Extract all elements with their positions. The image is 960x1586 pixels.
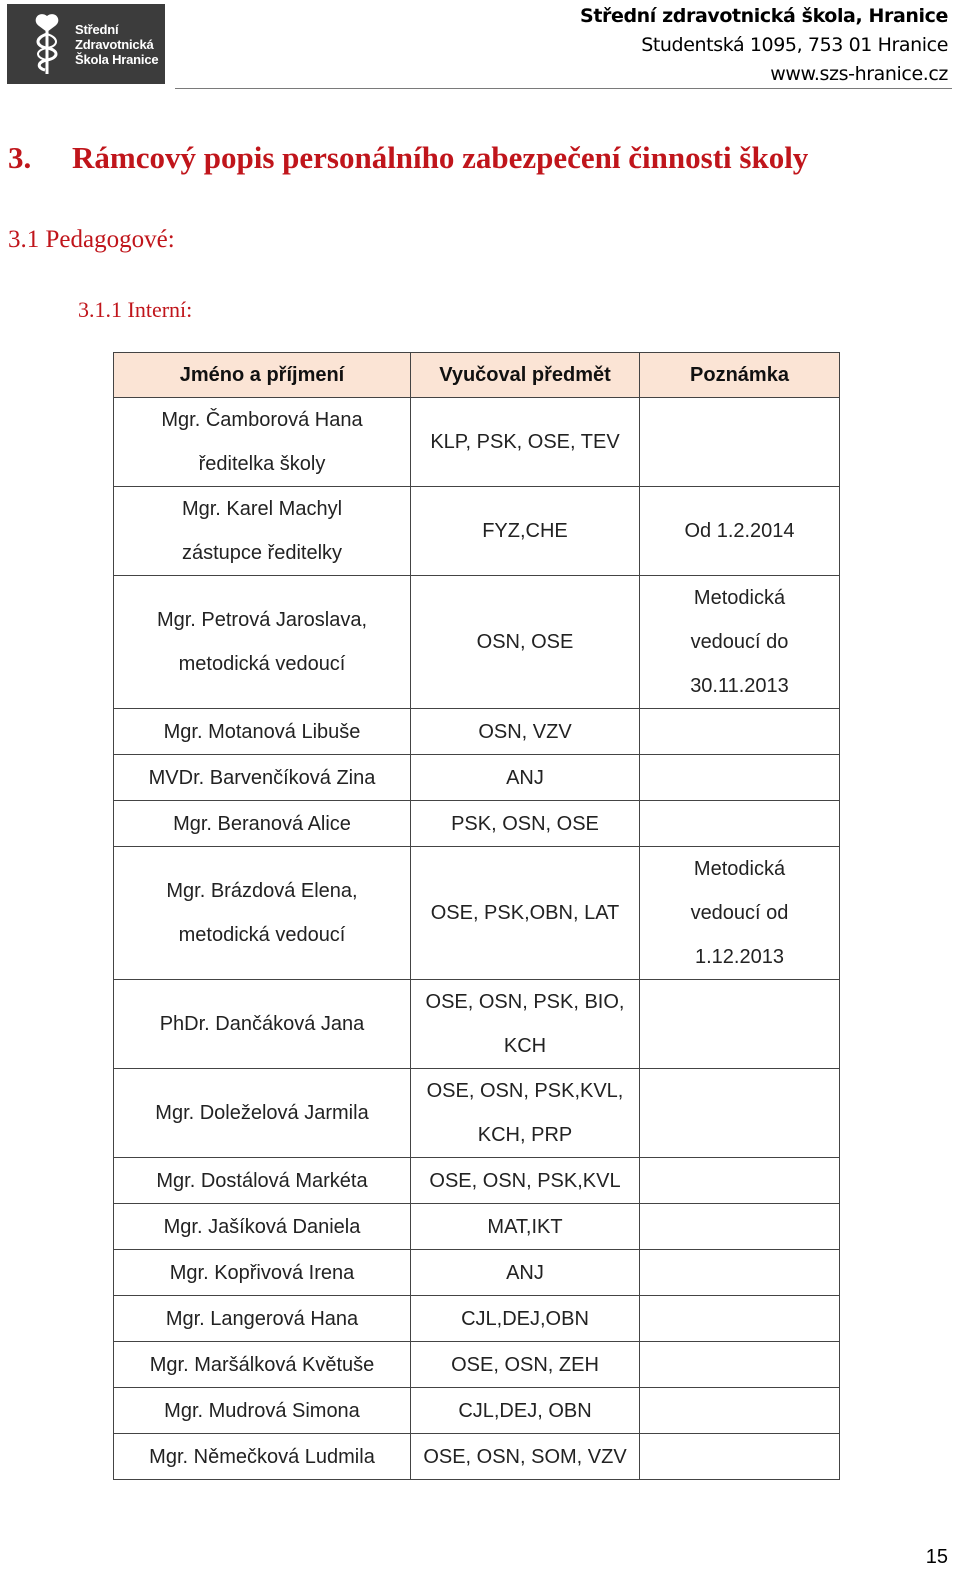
cell-note [640,801,840,847]
cell-name-line: Mgr. Čamborová Hana [161,409,363,431]
cell-name [114,487,411,576]
cell-subjects [411,487,640,576]
table-row [114,398,840,487]
cell-subjects-line: MAT,IKT [487,1215,563,1238]
cell-note [640,1204,840,1250]
cell-name-line: Mgr. Němečková Ludmila [149,1445,375,1468]
cell-subjects [411,980,640,1069]
school-website: www.szs-hranice.cz [770,63,948,85]
section-number: 3. [8,140,32,175]
table-row [114,1069,840,1158]
cell-subjects [411,755,640,801]
cell-name [114,1296,411,1342]
cell-name [114,1434,411,1480]
table-header-row [114,353,840,398]
cell-subjects-line: OSE, OSN, PSK,KVL, [426,1080,624,1102]
cell-subjects [411,801,640,847]
table-row [114,1434,840,1480]
cell-subjects [411,1204,640,1250]
cell-note-line: vedoucí od [690,902,789,924]
school-logo [7,4,165,84]
cell-name-line: PhDr. Dančáková Jana [159,1013,365,1035]
table-row [114,709,840,755]
school-name: Střední zdravotnická škola, Hranice [580,5,948,27]
cell-subjects [411,709,640,755]
staff-table [113,352,840,1480]
table-row [114,1342,840,1388]
cell-name-line: Mgr. Jašíková Daniela [163,1215,361,1238]
cell-subjects [411,1434,640,1480]
school-address: Studentská 1095, 753 01 Hranice [641,34,948,56]
cell-name [114,1158,411,1204]
column-header-note: Poznámka [640,353,840,398]
cell-note [640,1388,840,1434]
cell-subjects-line: FYZ,CHE [482,520,568,542]
cell-note [640,398,840,487]
cell-note-line: Metodická [693,587,786,609]
cell-note-line: Metodická [693,858,786,880]
cell-subjects [411,1250,640,1296]
cell-note [640,1342,840,1388]
cell-note [640,847,840,980]
cell-subjects-line: OSE, OSN, PSK, BIO, [425,991,625,1013]
cell-name-line: Mgr. Brázdová Elena, [166,880,358,902]
table-body [114,398,840,1480]
cell-subjects [411,1069,640,1158]
cell-subjects [411,847,640,980]
table-row [114,1204,840,1250]
cell-subjects-line: ANJ [506,1261,544,1284]
cell-note-line: Od 1.2.2014 [684,520,795,542]
cell-note [640,755,840,801]
cell-name [114,847,411,980]
cell-note-line: 30.11.2013 [690,675,789,697]
cell-name-line: Mgr. Mudrová Simona [164,1399,360,1422]
table-row [114,847,840,980]
cell-note-line: vedoucí do [690,631,789,653]
cell-subjects-line: OSN, OSE [476,631,574,653]
cell-note [640,576,840,709]
header-divider [175,88,952,89]
cell-name [114,801,411,847]
cell-note [640,1250,840,1296]
table-row [114,1388,840,1434]
cell-name [114,1342,411,1388]
cell-subjects-line: KCH [503,1035,547,1057]
cell-subjects-line: CJL,DEJ,OBN [461,1307,589,1330]
column-header-name: Jméno a příjmení [114,353,411,398]
subsection-heading: 3.1 Pedagogové: [8,226,175,253]
cell-subjects [411,1342,640,1388]
table-row [114,801,840,847]
cell-name-line: metodická vedoucí [178,924,346,946]
cell-name-line: Mgr. Beranová Alice [173,812,351,835]
cell-name [114,1069,411,1158]
cell-name-line: Mgr. Petrová Jaroslava, [156,609,368,631]
cell-subjects-line: OSN, VZV [478,720,572,743]
cell-subjects [411,1296,640,1342]
cell-subjects-line: KCH, PRP [477,1124,573,1146]
cell-note [640,487,840,576]
cell-note [640,980,840,1069]
cell-subjects-line: ANJ [506,766,544,789]
subsubsection-heading: 3.1.1 Interní: [78,297,193,322]
cell-note [640,709,840,755]
cell-name [114,576,411,709]
cell-name [114,980,411,1069]
cell-note [640,1296,840,1342]
cell-name-line: MVDr. Barvenčíková Zina [148,766,376,789]
cell-subjects-line: PSK, OSN, OSE [451,812,599,835]
cell-name [114,709,411,755]
cell-name-line: ředitelka školy [198,453,326,475]
column-header-subjects: Vyučoval předmět [411,353,640,398]
page-header [0,0,960,92]
cell-name-line: Mgr. Maršálková Květuše [149,1353,375,1376]
page-number: 15 [925,1546,948,1568]
cell-note [640,1158,840,1204]
table-row [114,1250,840,1296]
cell-subjects [411,1388,640,1434]
table-row [114,980,840,1069]
logo-text: Střední Zdravotnická Škola Hranice [75,21,159,67]
caduceus-icon [27,12,67,76]
cell-name-line: Mgr. Karel Machyl [181,498,343,520]
cell-name-line: Mgr. Kopřivová Irena [169,1261,355,1284]
cell-subjects [411,398,640,487]
cell-name-line: Mgr. Dostálová Markéta [156,1169,368,1192]
school-info [580,2,948,89]
cell-note [640,1434,840,1480]
cell-name [114,1250,411,1296]
cell-name [114,1204,411,1250]
table-row [114,576,840,709]
cell-name [114,755,411,801]
section-heading [8,140,808,176]
cell-name-line: Mgr. Langerová Hana [165,1307,359,1330]
section-title: Rámcový popis personálního zabezpečení činnosti školy [72,140,809,175]
cell-name-line: Mgr. Motanová Libuše [163,720,361,743]
cell-subjects [411,1158,640,1204]
cell-subjects-line: OSE, OSN, PSK,KVL [429,1169,621,1192]
cell-subjects [411,576,640,709]
cell-name [114,1388,411,1434]
cell-name-line: Mgr. Doleželová Jarmila [155,1102,369,1124]
table-row [114,755,840,801]
cell-name [114,398,411,487]
cell-note-line: 1.12.2013 [695,946,784,968]
cell-subjects-line: OSE, PSK,OBN, LAT [430,902,620,924]
cell-subjects-line: KLP, PSK, OSE, TEV [430,431,620,453]
table-row [114,487,840,576]
table-row [114,1158,840,1204]
cell-name-line: metodická vedoucí [178,653,346,675]
cell-subjects-line: OSE, OSN, ZEH [451,1353,599,1376]
cell-subjects-line: OSE, OSN, SOM, VZV [423,1445,627,1468]
cell-subjects-line: CJL,DEJ, OBN [458,1399,592,1422]
cell-note [640,1069,840,1158]
table-row [114,1296,840,1342]
cell-name-line: zástupce ředitelky [181,542,343,564]
